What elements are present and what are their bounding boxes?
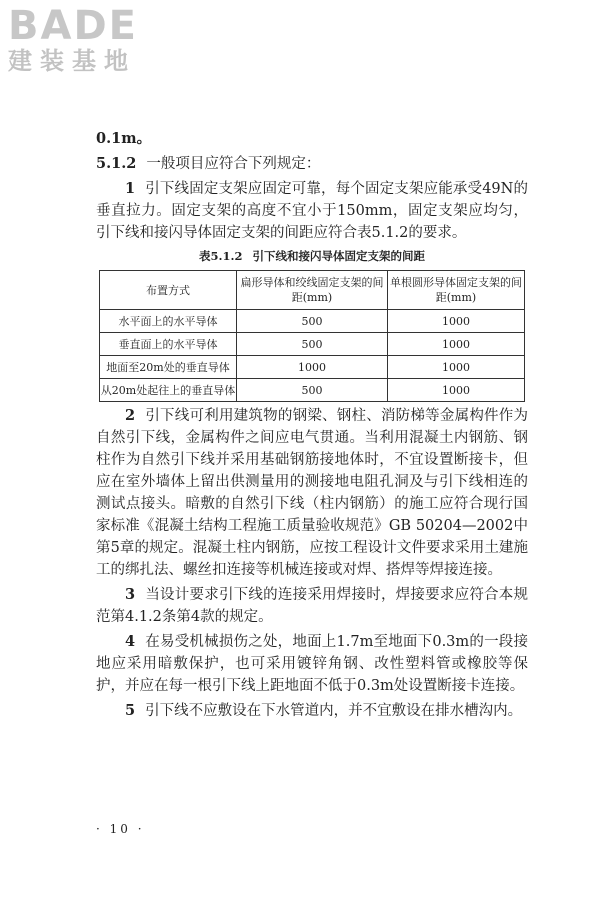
table-cell: 水平面上的水平导体 xyxy=(100,310,237,333)
logo-wordmark: BADE xyxy=(8,3,138,49)
section-number: 5.1.2 xyxy=(96,155,137,172)
table-cell: 垂直面上的水平导体 xyxy=(100,333,237,356)
table-cell: 1000 xyxy=(388,310,525,333)
item-text: 当设计要求引下线的连接采用焊接时，焊接要求应符合本规范第4.1.2条第4款的规定。 xyxy=(96,587,528,625)
lead-text: 0.1m。 xyxy=(96,130,152,147)
table-row xyxy=(100,333,525,356)
item-number: 4 xyxy=(125,633,136,650)
item-3 xyxy=(96,584,528,628)
table-cell: 从20m处起往上的垂直导体 xyxy=(100,379,237,402)
table-caption xyxy=(96,248,528,264)
table-row xyxy=(100,310,525,333)
item-number: 2 xyxy=(125,407,136,424)
item-number: 1 xyxy=(125,180,136,197)
logo-subtitle: 建装基地 xyxy=(8,47,136,75)
table-cell: 1000 xyxy=(388,333,525,356)
table-header-cell: 扁形导体和绞线固定支架的间距(mm) xyxy=(237,271,388,310)
site-logo xyxy=(8,4,138,76)
item-2 xyxy=(96,405,528,581)
table-cell: 500 xyxy=(237,310,388,333)
document-body xyxy=(96,128,528,722)
item-1 xyxy=(96,178,528,244)
table-cell: 1000 xyxy=(388,379,525,402)
item-5 xyxy=(96,700,528,722)
table-row xyxy=(100,356,525,379)
item-text: 引下线不应敷设在下水管道内，并不宜敷设在排水槽沟内。 xyxy=(145,703,523,719)
table-cell: 1000 xyxy=(237,356,388,379)
table-header-cell: 单根圆形导体固定支架的间距(mm) xyxy=(388,271,525,310)
section-heading xyxy=(96,153,528,175)
page-number: · 10 · xyxy=(96,822,145,836)
item-text: 在易受机械损伤之处，地面上1.7m至地面下0.3m的一段接地应采用暗敷保护，也可采用镀锌角钢、改性塑料管或橡胶等保护，并应在每一根引下线上距地面不低于0.3m处设置断接卡连接。 xyxy=(96,634,528,694)
table-cell: 1000 xyxy=(388,356,525,379)
item-text: 引下线可利用建筑物的钢梁、钢柱、消防梯等金属构件作为自然引下线，金属构件之间应电气贯通。当利用混凝土内钢筋、钢柱作为自然引下线并采用基础钢筋接地体时，不宜设置断接卡，但应在室外墙体上留出供测量用的测接地电阻孔洞及与引下线相连的测试点接头。暗敷的自然引下线（柱内钢筋）的施工应符合现行国家标准《混凝土结构工程施工质量验收规范》GB 50204—2002中第5章的规定。混凝土柱内钢筋，应按工程设计文件要求采用土建施工的绑扎法、螺丝扣连接等机械连接或对焊、搭焊等焊接连接。 xyxy=(96,408,528,578)
item-number: 3 xyxy=(125,586,136,603)
table-cell: 500 xyxy=(237,379,388,402)
section-title: 一般项目应符合下列规定： xyxy=(146,156,321,172)
item-text: 引下线固定支架应固定可靠，每个固定支架应能承受49N的垂直拉力。固定支架的高度不宜小于150mm，固定支架应均匀，引下线和接闪导体固定支架的间距应符合表5.1.2的要求。 xyxy=(96,181,528,241)
table-header-row xyxy=(100,271,525,310)
spacing-table xyxy=(99,270,525,402)
table-caption-number: 表5.1.2 xyxy=(198,249,243,263)
item-number: 5 xyxy=(125,702,136,719)
table-caption-title: 引下线和接闪导体固定支架的间距 xyxy=(252,249,425,263)
table-row xyxy=(100,379,525,402)
table-cell: 500 xyxy=(237,333,388,356)
table-header-cell: 布置方式 xyxy=(100,271,237,310)
table-cell: 地面至20m处的垂直导体 xyxy=(100,356,237,379)
item-4 xyxy=(96,631,528,697)
